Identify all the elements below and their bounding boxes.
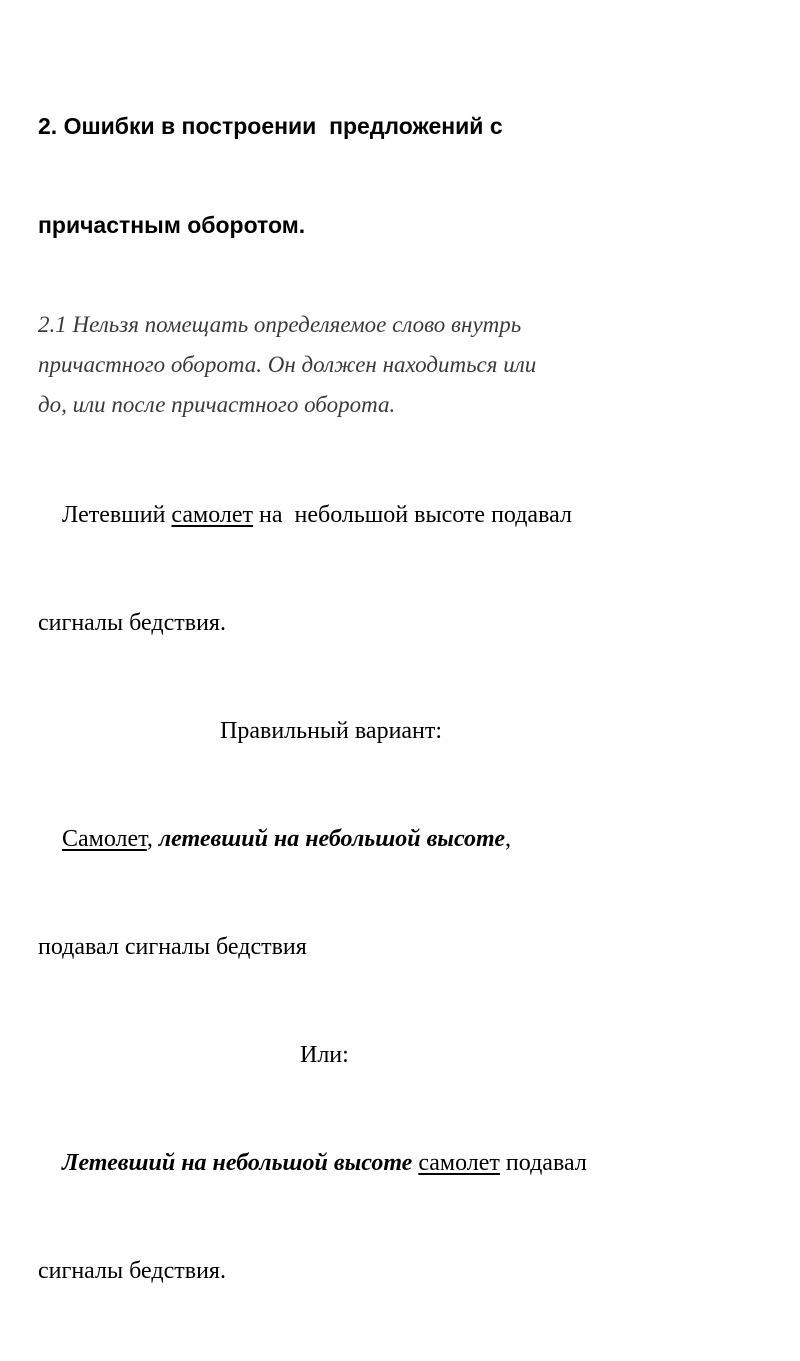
rule-line-3: до, или после причастного оборота. [38,392,396,417]
example-correct-2-line-2: сигналы бедствия. [38,1258,226,1284]
example-correct-1-comma-1: , [146,826,159,852]
example-correct-2-phrase: Летевший на небольшой высоте [62,1150,413,1176]
heading-line-1: 2. Ошибки в построении предложений с [38,113,503,139]
example-wrong-rest: на небольшой высоте подавал [253,502,572,528]
label-correct-variant: Правильный вариант: [220,718,443,744]
example-wrong-noun: самолет [171,502,253,528]
example-wrong-word-1: Летевший [62,502,172,528]
example-correct-1-line-1 [38,821,778,857]
example-correct-2 [38,1073,778,1361]
example-correct-2-line-1 [38,1145,778,1181]
example-correct-1-phrase: летевший на небольшой высоте [158,826,506,852]
example-correct-1 [38,749,778,1037]
example-wrong [38,425,778,713]
example-correct-2-noun: самолет [418,1150,500,1176]
heading-line-2: причастным оборотом. [38,212,306,238]
example-wrong-line-2: сигналы бедствия. [38,610,226,636]
example-correct-1-comma-2: , [505,826,512,852]
example-correct-2-rest: подавал [499,1150,587,1176]
example-correct-1-line-2: подавал сигналы бедствия [38,934,307,960]
example-wrong-line-1 [38,497,778,533]
example-correct-1-noun: Самолет [62,826,147,852]
label-or: Или: [300,1042,349,1068]
rule-line-2: причастного оборота. Он должен находиться или [38,352,537,377]
slide-heading [38,44,778,308]
rule-text [38,305,778,425]
rule-line-1: 2.1 Нельзя помещать определяемое слово внутрь [38,312,522,337]
slide-content [38,44,778,1361]
